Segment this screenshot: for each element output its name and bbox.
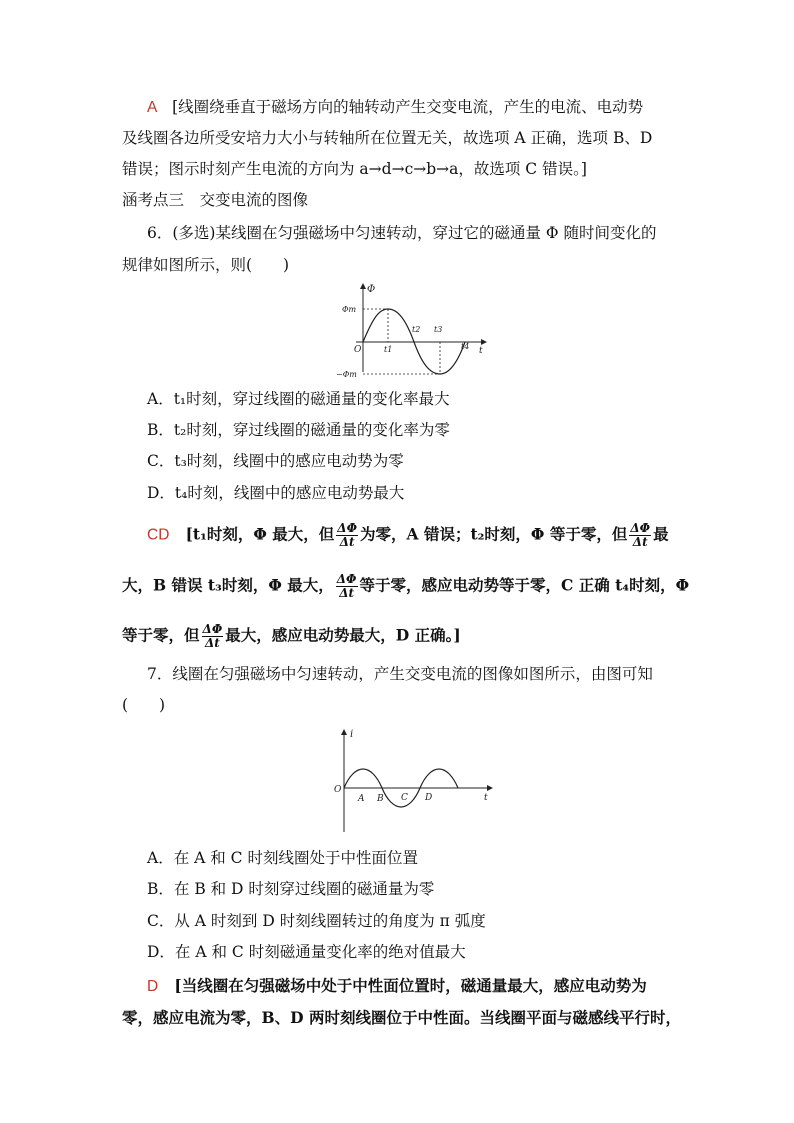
q5-answer-text-1: [线圈绕垂直于磁场方向的轴转动产生交变电流，产生的电流、电动势: [172, 98, 644, 116]
q7-option-c: C．从 A 时刻到 D 时刻线圈转过的角度为 π 弧度: [147, 912, 486, 930]
q6-answer-line-3: [122, 623, 461, 650]
q6-stem-line-1: 6．(多选)某线圈在匀强磁场中匀速转动，穿过它的磁通量 Φ 随时间变化的: [147, 224, 657, 242]
q6-stem-line-2: 规律如图所示，则( ): [122, 256, 290, 274]
q7-option-a: A．在 A 和 C 时刻线圈处于中性面位置: [147, 849, 418, 867]
q6-frac-den: Δt: [339, 535, 355, 549]
q6-answer-text-3a: 等于零，但: [122, 625, 200, 645]
q6-fraction-3: [336, 573, 358, 600]
q6-frac-num: ΔΦ: [630, 521, 651, 535]
q6-frac-num: ΔΦ: [336, 572, 357, 586]
q7-option-b: B．在 B 和 D 时刻穿过线圈的磁通量为零: [147, 880, 435, 898]
q7-point-b: B: [377, 794, 384, 804]
q6-min-label: −Φm: [336, 370, 357, 379]
q6-t4-label: t4: [461, 342, 470, 351]
q7-origin-label: O: [334, 785, 342, 795]
q6-answer-text-3b: 最大，感应电动势最大，D 正确。]: [225, 625, 461, 645]
q6-frac-den: Δt: [632, 535, 648, 549]
q6-fraction-2: [629, 522, 651, 549]
q5-answer-line-2: 及线圈各边所受安培力大小与转轴所在位置无关，故选项 A 正确，选项 B、D: [122, 129, 653, 147]
q6-x-axis-label: t: [479, 346, 483, 356]
q6-frac-num: ΔΦ: [337, 521, 358, 535]
q6-t3-label: t3: [434, 325, 443, 334]
q5-answer-line-1: [147, 97, 643, 118]
q6-answer-text-1c: 最: [653, 524, 669, 544]
q6-y-axis-label: Φ: [367, 284, 376, 295]
q7-point-c: C: [401, 793, 408, 803]
q7-answer-line-1: [147, 976, 647, 997]
q7-answer-letter: D: [147, 978, 159, 995]
q7-x-axis-label: t: [484, 793, 488, 803]
q6-fraction-1: [336, 522, 358, 549]
q6-origin-label: O: [354, 345, 362, 355]
q6-option-c: C．t₃时刻，线圈中的感应电动势为零: [147, 452, 404, 470]
q6-option-a: A．t₁时刻，穿过线圈的磁通量的变化率最大: [147, 390, 450, 408]
q6-frac-num: ΔΦ: [202, 622, 223, 636]
q6-option-d: D．t₄时刻，线圈中的感应电动势最大: [147, 484, 405, 502]
q7-stem-line-1: 7．线圈在匀强磁场中匀速转动，产生交变电流的图像如图所示，由图可知: [147, 665, 653, 683]
q5-answer-line-3: 错误；图示时刻产生电流的方向为 a→d→c→b→a，故选项 C 错误。]: [122, 160, 587, 178]
q7-option-d: D．在 A 和 C 时刻磁通量变化率的绝对值最大: [147, 943, 466, 961]
q6-answer-letters: CD: [147, 526, 170, 544]
q7-stem-line-2: ( ): [122, 696, 166, 714]
q6-answer-line-2: [122, 573, 689, 600]
q6-frac-den: Δt: [339, 586, 355, 600]
q6-t1-label: t1: [384, 345, 393, 354]
q7-answer-line-2: 零，感应电流为零，B、D 两时刻线圈位于中性面。当线圈平面与磁感线平行时，: [122, 1008, 681, 1027]
q6-answer-line-1: [147, 522, 669, 549]
q6-fraction-4: [202, 623, 224, 650]
q7-point-a: A: [358, 794, 365, 804]
q5-answer-letter: A: [147, 99, 158, 116]
q6-answer-text-2a: 大，B 错误 t₃时刻，Φ 最大，: [122, 575, 334, 595]
q6-t2-label: t2: [412, 325, 421, 334]
q6-answer-text-1b: 为零，A 错误；t₂时刻，Φ 等于零，但: [360, 524, 628, 544]
q6-answer-text-1a: [t₁时刻，Φ 最大，但: [185, 524, 335, 544]
q6-flux-graph: [336, 280, 496, 380]
q7-answer-text-1: [当线圈在匀强磁场中处于中性面位置时，磁通量最大，感应电动势为: [174, 976, 647, 995]
q7-point-d: D: [425, 793, 433, 803]
q6-answer-text-2b: 等于零，感应电动势等于零，C 正确 t₄时刻，Φ: [359, 575, 690, 595]
q7-current-graph: [330, 726, 500, 834]
section-heading: 涵考点三 交变电流的图像: [122, 191, 309, 209]
q6-max-label: Φm: [342, 305, 357, 314]
q6-frac-den: Δt: [204, 636, 220, 650]
q6-option-b: B．t₂时刻，穿过线圈的磁通量的变化率为零: [147, 421, 450, 439]
q7-y-axis-label: i: [350, 729, 354, 740]
